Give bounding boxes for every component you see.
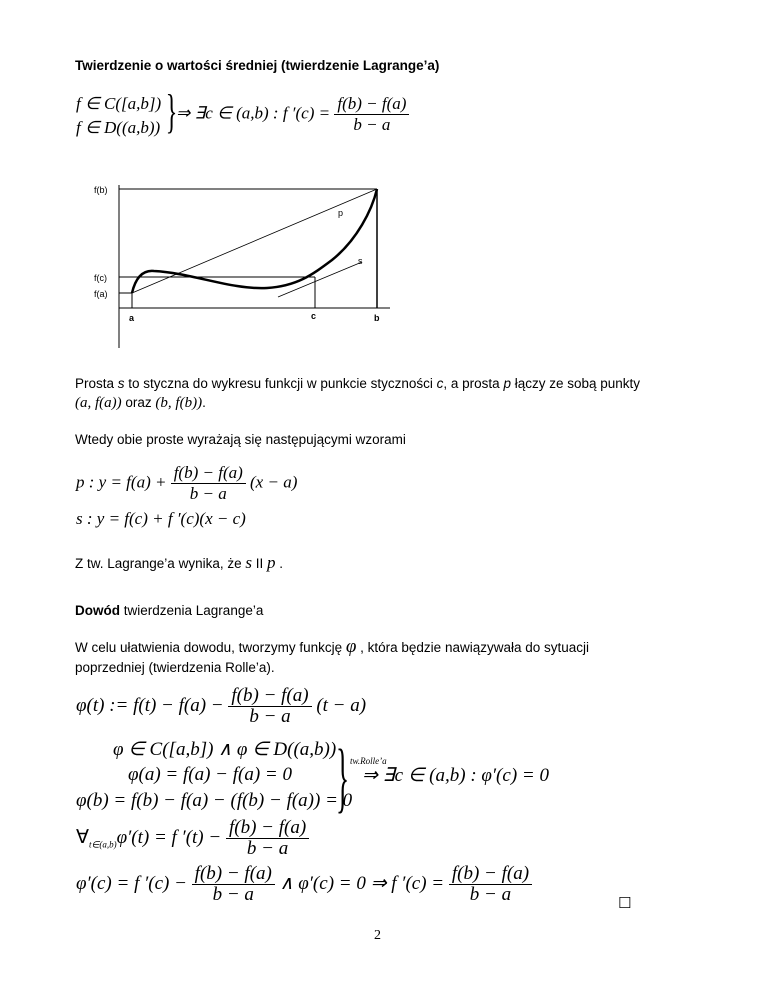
fraction-denominator: b − a bbox=[189, 484, 227, 503]
definition-lhs: φ(t) := f(t) − f(a) − bbox=[76, 694, 224, 716]
label-fb: f(b) bbox=[94, 185, 108, 195]
right-brace: } bbox=[165, 85, 178, 138]
paragraph-line-1 bbox=[75, 637, 589, 658]
fraction-denominator: b − a bbox=[212, 884, 254, 905]
proof-heading bbox=[75, 603, 263, 618]
point-a: (a, f(a)) bbox=[75, 395, 122, 411]
text: to styczna do wykresu funkcji w punkcie styczności bbox=[124, 376, 437, 391]
paragraph-formulas-intro: Wtedy obie proste wyrażają się następującymi wzorami bbox=[75, 432, 406, 447]
hypothesis-differentiability: f ∈ D((a,b)) bbox=[76, 118, 161, 137]
definition-rhs: (t − a) bbox=[316, 694, 367, 716]
final-middle: ∧ φ′(c) = 0 ⇒ f ′(c) = bbox=[279, 872, 445, 894]
text: . bbox=[275, 556, 283, 571]
proof-rest: twierdzenia Lagrange’a bbox=[120, 603, 264, 618]
point-b: (b, f(b)) bbox=[155, 395, 203, 411]
fraction-denominator: b − a bbox=[353, 115, 391, 134]
formula-p-lhs: p : y = f(a) + bbox=[76, 472, 167, 492]
phi-condition-2: φ(a) = f(a) − f(a) = 0 bbox=[128, 764, 292, 785]
label-fc: f(c) bbox=[94, 273, 107, 283]
page-number: 2 bbox=[374, 928, 381, 943]
var-c: c bbox=[436, 376, 444, 391]
fraction-numerator: f(b) − f(a) bbox=[192, 864, 275, 885]
fraction-numerator: f(b) − f(a) bbox=[449, 864, 532, 885]
conclusion-text: ⇒ ∃c ∈ (a,b) : f ′(c) = bbox=[176, 103, 331, 123]
rolle-conclusion: ⇒ ∃c ∈ (a,b) : φ′(c) = 0 bbox=[362, 765, 549, 786]
forall-symbol: ∀ bbox=[76, 826, 89, 848]
fraction-denominator: b − a bbox=[249, 706, 291, 727]
label-s: s bbox=[358, 256, 363, 266]
label-fa: f(a) bbox=[94, 289, 108, 299]
formula-s: s : y = f(c) + f ′(c)(x − c) bbox=[76, 509, 246, 528]
paragraph-construction bbox=[75, 637, 589, 678]
var-p: p bbox=[503, 376, 511, 391]
var-phi: φ bbox=[345, 636, 357, 657]
formula-p bbox=[76, 463, 297, 504]
phi-definition bbox=[76, 686, 366, 727]
var-s: s bbox=[245, 553, 252, 572]
lagrange-graph bbox=[92, 180, 392, 350]
text: . bbox=[202, 395, 206, 410]
section-title: Twierdzenie o wartości średniej (twierdzenie Lagrange’a) bbox=[75, 58, 440, 73]
text: Prosta bbox=[75, 376, 118, 391]
text: łączy ze sobą punkty bbox=[510, 376, 641, 391]
text: oraz bbox=[121, 395, 156, 410]
theorem-fraction bbox=[334, 94, 409, 135]
paragraph-points bbox=[75, 395, 206, 412]
label-c: c bbox=[311, 311, 317, 321]
fraction-numerator: f(b) − f(a) bbox=[226, 818, 309, 839]
forall-subscript: t∈(a,b) bbox=[89, 839, 117, 850]
final-fraction-2 bbox=[449, 864, 532, 905]
rolle-label: tw.Rolle’a bbox=[350, 756, 387, 766]
label-a: a bbox=[129, 313, 135, 323]
var-s: s bbox=[117, 376, 125, 391]
fraction-numerator: f(b) − f(a) bbox=[334, 94, 409, 115]
proof-bold: Dowód bbox=[75, 603, 120, 618]
definition-fraction bbox=[228, 686, 311, 727]
phi-derivative bbox=[76, 818, 309, 859]
formula-p-fraction bbox=[171, 463, 246, 504]
final-fraction-1 bbox=[192, 864, 275, 905]
text: W celu ułatwienia dowodu, tworzymy funkcję bbox=[75, 640, 346, 655]
fraction-numerator: f(b) − f(a) bbox=[228, 686, 311, 707]
label-b: b bbox=[374, 313, 380, 323]
paragraph-parallel bbox=[75, 553, 283, 573]
derivative-fraction bbox=[226, 818, 309, 859]
hypothesis-continuity: f ∈ C([a,b]) bbox=[76, 94, 162, 113]
var-p: p bbox=[266, 553, 276, 572]
text: , która będzie nawiązywała do sytuacji bbox=[356, 640, 590, 655]
fraction-numerator: f(b) − f(a) bbox=[171, 463, 246, 484]
final-lhs: φ′(c) = f ′(c) − bbox=[76, 872, 187, 894]
fraction-denominator: b − a bbox=[246, 838, 289, 859]
paragraph-tangent-secant bbox=[75, 376, 640, 391]
paragraph-line-2: poprzedniej (twierdzenia Rolle’a). bbox=[75, 660, 275, 675]
derivative-lhs: φ′(t) = f ′(t) − bbox=[116, 826, 222, 848]
formula-p-rhs: (x − a) bbox=[250, 472, 298, 492]
text: , a prosta bbox=[443, 376, 504, 391]
parallel-symbol: II bbox=[251, 556, 267, 571]
fraction-denominator: b − a bbox=[469, 884, 512, 905]
theorem-conclusion bbox=[176, 94, 409, 135]
label-p: p bbox=[338, 208, 344, 218]
qed-symbol: ☐ bbox=[618, 894, 632, 912]
right-brace-rolle: } bbox=[336, 733, 350, 820]
theorem-hypotheses bbox=[76, 92, 161, 140]
final-conclusion bbox=[76, 864, 532, 905]
text: Z tw. Lagrange’a wynika, że bbox=[75, 556, 246, 571]
phi-condition-3: φ(b) = f(b) − f(a) − (f(b) − f(a)) = 0 bbox=[76, 790, 353, 811]
phi-condition-1: φ ∈ C([a,b]) ∧ φ ∈ D((a,b)) bbox=[113, 739, 337, 760]
